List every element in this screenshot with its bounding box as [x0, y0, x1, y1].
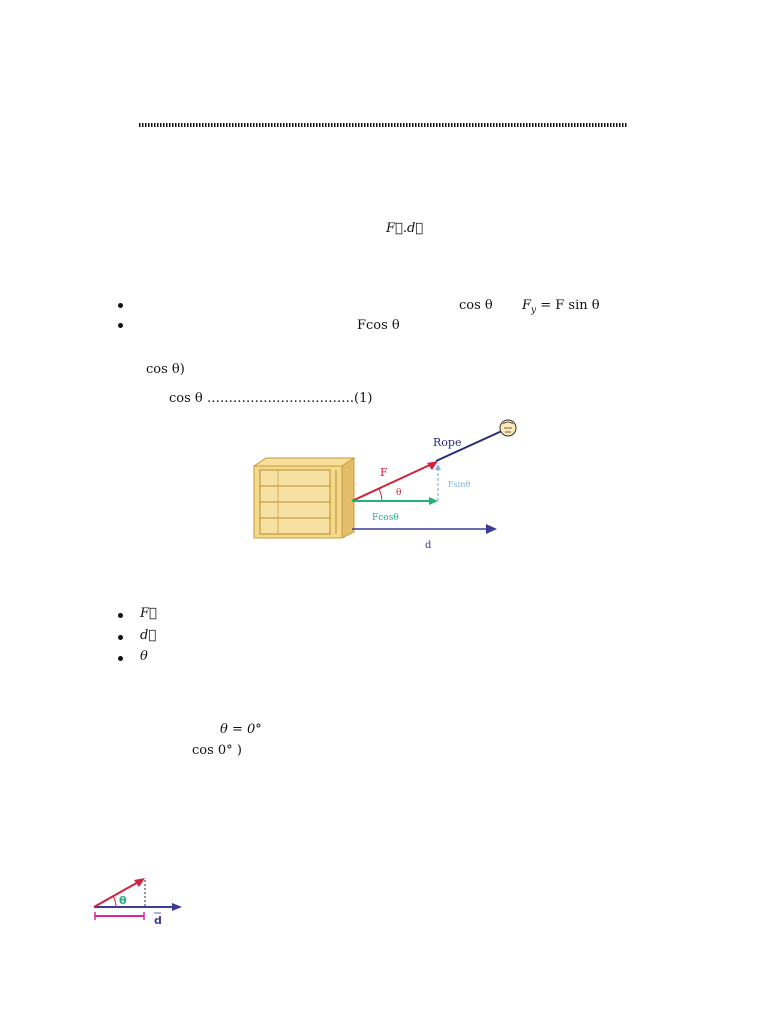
cos-zero-term: cos 0° )	[192, 743, 242, 758]
rope-label: Rope	[433, 436, 462, 449]
angle-diagram	[90, 872, 190, 928]
fcos-label: Fcosθ	[372, 513, 399, 523]
bullet-marker	[118, 635, 123, 640]
dot-product-formula: F⃗.d⃗	[386, 221, 424, 236]
force-label: F	[380, 466, 388, 479]
dotted-rule	[139, 123, 627, 127]
bullet-marker	[118, 323, 123, 328]
hand-icon	[500, 420, 516, 436]
fy-equation: $F_y = F$ sin θ	[522, 298, 600, 316]
angle-label-small: θ	[119, 894, 127, 907]
bullet-marker	[118, 613, 123, 618]
bullet-marker	[118, 303, 123, 308]
cos-theta-line: cos θ)	[146, 362, 185, 377]
crate-force-diagram	[250, 412, 520, 552]
fsin-label: Fsinθ	[448, 480, 471, 489]
equation-1: cos θ …………………………….(1)	[169, 391, 373, 406]
displacement-label: d	[425, 540, 432, 551]
force-arrow	[352, 463, 434, 501]
angle-label: θ	[396, 488, 402, 498]
displacement-label-small: d	[154, 914, 162, 927]
displacement-vector-symbol: d⃗	[140, 628, 157, 643]
force-vector-symbol: F⃗	[140, 606, 157, 621]
force-arrow-small	[94, 881, 140, 907]
bullet-marker	[118, 656, 123, 661]
cos-theta-term: cos θ	[459, 298, 493, 313]
crate-illustration	[254, 458, 354, 538]
theta-zero-equation: θ = 0°	[220, 722, 262, 737]
theta-symbol: θ	[140, 649, 148, 664]
fcos-theta-term: Fcos θ	[357, 318, 400, 333]
